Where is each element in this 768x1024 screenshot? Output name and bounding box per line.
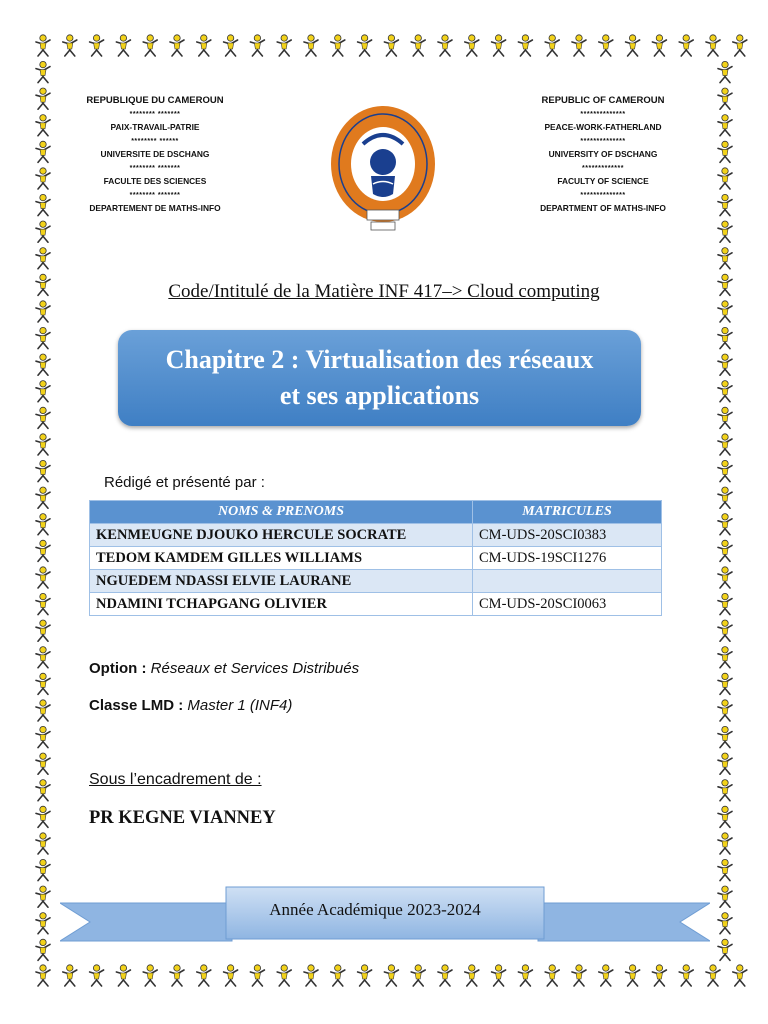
border-figure-icon <box>679 965 693 986</box>
border-figure-icon <box>36 673 50 694</box>
border-figure-icon <box>718 487 732 508</box>
header-right-sep: ************** <box>580 191 626 199</box>
author-name: NDAMINI TCHAPGANG OLIVIER <box>90 593 473 616</box>
border-figure-icon <box>170 965 184 986</box>
border-figure-icon <box>36 726 50 747</box>
border-figure-icon <box>718 514 732 535</box>
border-figure-icon <box>331 35 345 56</box>
classe-line <box>89 697 292 714</box>
border-figure-icon <box>411 965 425 986</box>
border-figure-icon <box>36 301 50 322</box>
border-figure-icon <box>36 434 50 455</box>
supervision-label: Sous l’encadrement de : <box>89 771 262 788</box>
border-figure-icon <box>36 965 50 986</box>
header-left-university: UNIVERSITE DE DSCHANG <box>100 149 210 159</box>
border-figure-icon <box>36 620 50 641</box>
author-matricule: CM-UDS-20SCI0383 <box>473 524 662 547</box>
border-figure-icon <box>626 965 640 986</box>
border-figure-icon <box>438 35 452 56</box>
border-figure-icon <box>197 965 211 986</box>
border-figure-icon <box>718 620 732 641</box>
border-figure-icon <box>36 35 50 56</box>
border-figure-icon <box>652 35 666 56</box>
chapter-title-line1: Chapitre 2 : Virtualisation des réseaux <box>165 345 594 374</box>
header-left-sep: ******** ******* <box>129 164 181 172</box>
border-figure-icon <box>36 354 50 375</box>
border-figure-icon <box>36 753 50 774</box>
border-figure-icon <box>36 939 50 960</box>
border-figure-icon <box>652 965 666 986</box>
border-figure-icon <box>518 35 532 56</box>
border-figure-icon <box>718 301 732 322</box>
border-figure-icon <box>143 965 157 986</box>
author-matricule: CM-UDS-19SCI1276 <box>473 547 662 570</box>
border-figure-icon <box>116 35 130 56</box>
border-figure-icon <box>331 965 345 986</box>
header-left-sep: ******** ******* <box>129 110 181 118</box>
border-figure-icon <box>170 35 184 56</box>
border-figure-icon <box>465 965 479 986</box>
option-line <box>89 660 359 677</box>
border-figure-icon <box>733 35 747 56</box>
border-figure-icon <box>718 567 732 588</box>
border-figure-icon <box>116 965 130 986</box>
header-right-country: REPUBLIC OF CAMEROUN <box>541 95 665 106</box>
table-header-row <box>90 501 662 524</box>
border-figure-icon <box>599 35 613 56</box>
border-figure-icon <box>718 540 732 561</box>
border-figure-icon <box>718 913 732 934</box>
border-figure-icon <box>36 88 50 109</box>
border-figure-icon <box>718 354 732 375</box>
course-title: Code/Intitulé de la Matière INF 417–> Cloud computing <box>168 281 600 302</box>
border-figure-icon <box>63 35 77 56</box>
classe-label: Classe LMD : <box>89 697 184 714</box>
border-figure-icon <box>706 35 720 56</box>
supervisor-name: PR KEGNE VIANNEY <box>89 808 276 828</box>
border-figure-icon <box>224 35 238 56</box>
border-figure-icon <box>679 35 693 56</box>
border-figure-icon <box>718 381 732 402</box>
column-header-names: NOMS & PRENOMS <box>90 501 473 524</box>
border-figure-icon <box>492 965 506 986</box>
border-figure-icon <box>384 35 398 56</box>
header-right <box>503 94 703 216</box>
border-figure-icon <box>718 88 732 109</box>
border-figure-icon <box>36 780 50 801</box>
column-header-matricules: MATRICULES <box>473 501 662 524</box>
border-figure-icon <box>36 248 50 269</box>
border-figure-icon <box>36 61 50 82</box>
author-name: TEDOM KAMDEM GILLES WILLIAMS <box>90 547 473 570</box>
border-figure-icon <box>36 460 50 481</box>
border-figure-icon <box>277 965 291 986</box>
border-figure-icon <box>36 833 50 854</box>
border-figure-icon <box>718 407 732 428</box>
border-figure-icon <box>718 673 732 694</box>
border-figure-icon <box>706 965 720 986</box>
border-figure-icon <box>572 965 586 986</box>
border-figure-icon <box>250 35 264 56</box>
header-right-faculty: FACULTY OF SCIENCE <box>557 176 649 186</box>
university-emblem-icon <box>323 104 443 244</box>
border-figure-icon <box>518 965 532 986</box>
border-figure-icon <box>250 965 264 986</box>
border-figure-icon <box>718 726 732 747</box>
border-figure-icon <box>36 859 50 880</box>
header-left <box>55 94 255 216</box>
border-figure-icon <box>718 593 732 614</box>
author-matricule <box>473 570 662 593</box>
header-left-motto: PAIX-TRAVAIL-PATRIE <box>110 122 200 132</box>
header-right-motto: PEACE-WORK-FATHERLAND <box>544 122 662 132</box>
table-row <box>90 524 662 547</box>
border-figure-icon <box>718 700 732 721</box>
border-figure-icon <box>36 115 50 136</box>
border-figure-icon <box>358 965 372 986</box>
header-left-sep: ******** ******* <box>129 191 181 199</box>
border-figure-icon <box>143 35 157 56</box>
authors-table <box>89 500 662 616</box>
border-figure-icon <box>733 965 747 986</box>
chapter-title-line2: et ses applications <box>279 381 480 410</box>
border-figure-icon <box>36 700 50 721</box>
border-figure-icon <box>718 886 732 907</box>
border-figure-icon <box>36 487 50 508</box>
border-figure-icon <box>718 141 732 162</box>
header-right-sep: ************** <box>580 137 626 145</box>
border-figure-icon <box>718 647 732 668</box>
academic-year: Année Académique 2023-2024 <box>269 900 481 919</box>
border-figure-icon <box>438 965 452 986</box>
border-figure-icon <box>36 221 50 242</box>
border-figure-icon <box>718 939 732 960</box>
border-figure-icon <box>36 913 50 934</box>
border-figure-icon <box>599 965 613 986</box>
border-figure-icon <box>304 35 318 56</box>
author-matricule: CM-UDS-20SCI0063 <box>473 593 662 616</box>
border-figure-icon <box>36 407 50 428</box>
border-figure-icon <box>36 327 50 348</box>
border-figure-icon <box>718 833 732 854</box>
header-left-country: REPUBLIQUE DU CAMEROUN <box>86 95 224 106</box>
chapter-banner <box>118 330 641 426</box>
authors-label: Rédigé et présenté par : <box>104 474 265 491</box>
author-name: KENMEUGNE DJOUKO HERCULE SOCRATE <box>90 524 473 547</box>
border-figure-icon <box>718 248 732 269</box>
border-figure-icon <box>36 194 50 215</box>
border-figure-icon <box>545 35 559 56</box>
border-figure-icon <box>718 327 732 348</box>
border-figure-icon <box>718 753 732 774</box>
border-figure-icon <box>718 806 732 827</box>
border-figure-icon <box>36 886 50 907</box>
classe-value: Master 1 (INF4) <box>187 697 293 714</box>
border-figure-icon <box>36 647 50 668</box>
header-right-sep: ************** <box>580 110 626 118</box>
border-figure-icon <box>718 434 732 455</box>
border-figure-icon <box>224 965 238 986</box>
option-value: Réseaux et Services Distribués <box>150 660 360 677</box>
header-right-university: UNIVERSITY OF DSCHANG <box>548 149 658 159</box>
border-figure-icon <box>36 567 50 588</box>
border-figure-icon <box>36 381 50 402</box>
border-figure-icon <box>197 35 211 56</box>
border-figure-icon <box>36 168 50 189</box>
border-figure-icon <box>718 194 732 215</box>
border-figure-icon <box>545 965 559 986</box>
border-figure-icon <box>358 35 372 56</box>
border-figure-icon <box>36 141 50 162</box>
border-figure-icon <box>492 35 506 56</box>
border-figure-icon <box>718 460 732 481</box>
border-figure-icon <box>572 35 586 56</box>
table-row <box>90 547 662 570</box>
border-figure-icon <box>718 780 732 801</box>
header-left-faculty: FACULTE DES SCIENCES <box>103 176 207 186</box>
border-figure-icon <box>384 965 398 986</box>
border-figure-icon <box>90 965 104 986</box>
border-figure-icon <box>626 35 640 56</box>
header-left-department: DEPARTEMENT DE MATHS-INFO <box>89 203 221 213</box>
border-figure-icon <box>36 593 50 614</box>
option-label: Option : <box>89 660 147 677</box>
border-figure-icon <box>411 35 425 56</box>
border-figure-icon <box>718 61 732 82</box>
header-left-sep: ******** ****** <box>131 137 179 145</box>
border-figure-icon <box>718 168 732 189</box>
border-figure-icon <box>63 965 77 986</box>
border-figure-icon <box>36 514 50 535</box>
border-figure-icon <box>465 35 479 56</box>
header-right-department: DEPARTMENT OF MATHS-INFO <box>540 203 666 213</box>
author-name: NGUEDEM NDASSI ELVIE LAURANE <box>90 570 473 593</box>
border-figure-icon <box>718 115 732 136</box>
border-figure-icon <box>277 35 291 56</box>
border-figure-icon <box>90 35 104 56</box>
table-row <box>90 570 662 593</box>
border-figure-icon <box>718 859 732 880</box>
table-row <box>90 593 662 616</box>
border-figure-icon <box>36 806 50 827</box>
border-figure-icon <box>718 221 732 242</box>
header-right-sep: ************* <box>582 164 624 172</box>
border-figure-icon <box>304 965 318 986</box>
border-figure-icon <box>36 540 50 561</box>
